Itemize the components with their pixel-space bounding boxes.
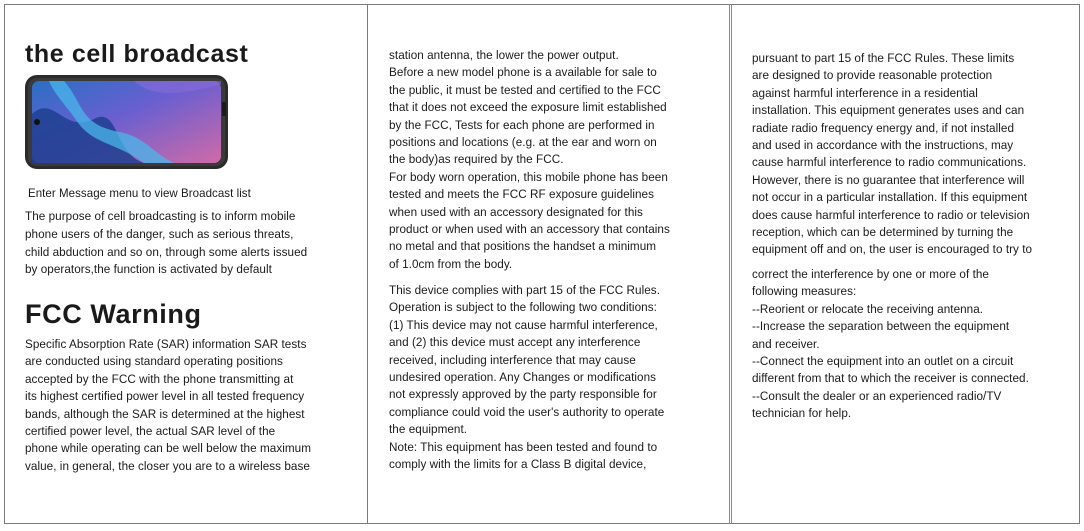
column-divider-1: [367, 4, 368, 524]
cell-broadcast-title: the cell broadcast: [25, 40, 249, 68]
class-b-limits-paragraph: pursuant to part 15 of the FCC Rules. These limits are designed to provide reasonable protection against harmful interference in a residential installation. This equipment generates uses and can radiate radio frequency energy and, if not installed and used in accordance with the instructions, may cause harmful interference to radio communications. However, there is no guarantee that interference will not occur in a particular installation. If this equipment does cause harmful interference to radio or television reception, which can be determined by turning the equipment off and on, the user is encouraged to try to: [752, 51, 1033, 257]
cell-broadcast-paragraph: The purpose of cell broadcasting is to inform mobile phone users of the danger, such as serious threats, child abduction and so on, through some alerts issued by operators,the function is activated by default: [25, 209, 308, 277]
interference-measures-list: correct the interference by one or more of the following measures: --Reorient or relocate the receiving antenna. --Increase the separation between the equipment and receiver. --Connect the equipment into an outlet on a circuit different from that to which the receiver is connected. --Consult the dealer or an experienced radio/TV technician for help.: [752, 267, 1029, 421]
smartphone-image: [24, 74, 229, 170]
broadcast-caption: Enter Message menu to view Broadcast list: [28, 186, 251, 200]
fcc-warning-title: FCC Warning: [25, 299, 202, 329]
sar-paragraph: Specific Absorption Rate (SAR) information SAR tests are conducted using standard operating positions accepted by the FCC with the phone transmitting at its highest certified power level in all tested frequency bands, although the SAR is determined at the highest certified power level, the actual SAR level of the phone while operating can be well below the maximum value, in general, the closer you are to a wireless base: [25, 337, 312, 473]
column-divider-2: [729, 4, 732, 524]
sar-continued-paragraph: station antenna, the lower the power output. Before a new model phone is a available for sale to the public, it must be tested and certified to the FCC that it does not exceed the exposure limit established by the FCC, Tests for each phone are performed in positions and locations (e.g. at the ear and worn on the body)as required by the FCC. For body worn operation, this mobile phone has been tested and meets the FCC RF exposure guidelines when used with an accessory designated for this product or when used with an accessory that contains no metal and that positions the handset a minimum of 1.0cm from the body.: [389, 48, 670, 271]
part15-compliance-paragraph: This device complies with part 15 of the FCC Rules. Operation is subject to the following two conditions: (1) This device may not cause harmful interference, and (2) this device must accept any interference received, including interference that may cause undesired operation. Any Changes or modifications not expressly approved by the party responsible for compliance could void the user's authority to operate the equipment. Note: This equipment has been tested and found to comply with the limits for a Class B digital device,: [389, 283, 665, 472]
